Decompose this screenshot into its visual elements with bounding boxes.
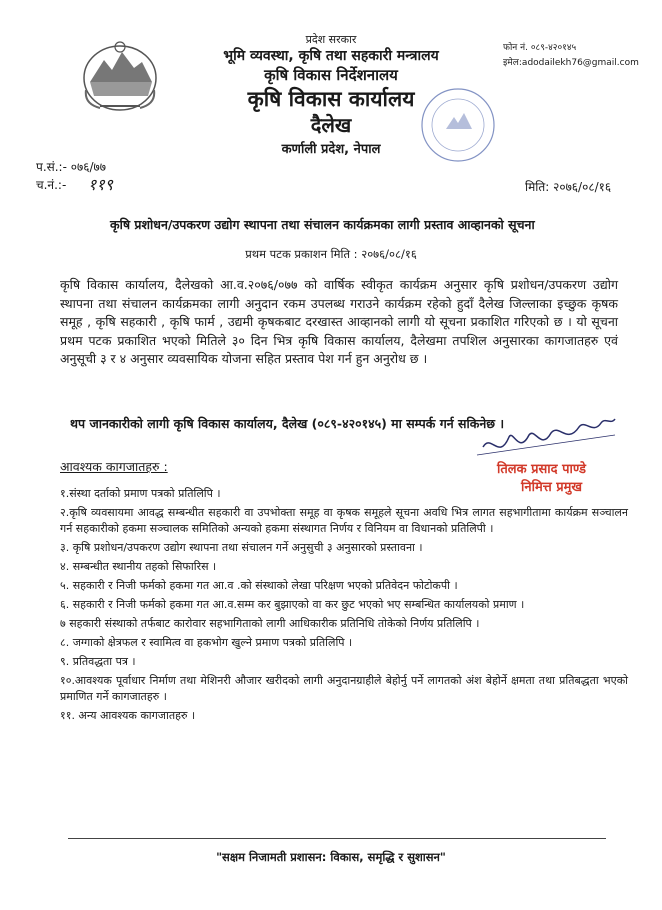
requirement-item: ४. सम्बन्धीत स्थानीय तहको सिफारिस । [60,560,217,573]
requirement-item: १.संस्था दर्ताको प्रमाण पत्रको प्रतिलिपि । [60,487,221,500]
contact-line: थप जानकारीको लागी कृषि विकास कार्यालय, दैलेख (०८९-४२०१४५) मा सम्पर्क गर्न सकिनेछ । [70,416,505,431]
requirements-list [60,486,628,727]
reference-cn-label: च.नं.:- [36,178,67,192]
header-govt: प्रदेश सरकार [305,33,357,46]
requirement-item: ३. कृषि प्रशोधन/उपकरण उद्योग स्थापना तथा संचालन गर्ने अनुसुची ३ अनुसारको प्रस्तावना । [60,541,423,554]
header-district: दैलेख [310,113,352,137]
office-seal-icon [418,85,498,165]
requirement-item: ११. अन्य आवश्यक कागजातहरु । [60,709,196,722]
notice-subject: कृषि प्रशोधन/उपकरण उद्योग स्थापना तथा संचालन कार्यक्रमका लागी प्रस्ताव आव्हानको सूचना [110,217,535,232]
publication-date: प्रथम पटक प्रकाशन मिति : २०७६/०८/१६ [245,247,417,261]
header-directorate: कृषि विकास निर्देशनालय [264,66,398,84]
header-office: कृषि विकास कार्यालय [247,87,415,111]
requirement-item: ६. सहकारी र निजी फर्मको हकमा गत आ.व.सम्म कर बुझाएको वा कर छुट भएको भए सम्बन्धित कार्यालयको प्रमाण । [60,598,525,611]
requirement-item: २.कृषि व्यवसायमा आवद्ध सम्बन्धीत सहकारी वा उपभोक्ता समूह वा कृषक समूहले सूचना अवधि भित्र लागत सहभागीतामा कार्यक्रम सञ्चालन गर्न सहकारीको हकमा सञ्चालक समितिको अन्यको हकमा संस्थागत निर्णय र विनियम वा विधानको प्रतिलिपी । [60,506,628,535]
reference-ps: प.सं.:- ०७६/७७ [36,160,106,174]
requirement-item: ५. सहकारी र निजी फर्मको हकमा गत आ.व .को संस्थाको लेखा परिक्षण भएको प्रतिवेदन फोटोकपी । [60,579,458,592]
requirement-item: ८. जग्गाको क्षेत्रफल र स्वामित्व वा हकभोग खुल्ने प्रमाण पत्रको प्रतिलिपि । [60,636,353,649]
contact-phone: फोन नं. ०८९-४२०१४५ [503,43,577,53]
requirement-item: १०.आवश्यक पूर्वाधार निर्माण तथा मेशिनरी औजार खरीदको लागी अनुदानग्राहीले बेहोर्नु पर्ने लागतको अंश बेहोर्ने क्षमता तथा प्रतिबद्धता भएको प्रमाणित गर्ने कागजातहरु । [60,674,628,703]
footer-divider [68,838,606,839]
header-province: कर्णाली प्रदेश, नेपाल [281,142,381,157]
reference-date: मिति: २०७६/०८/१६ [525,180,612,194]
requirement-item: ७ सहकारी संस्थाको तर्फबाट कारोवार सहभागिताको लागी आधिकारीक प्रतिनिधि तोकेको निर्णय प्रतिलिपि । [60,617,480,630]
requirement-item: ९. प्रतिवद्धता पत्र । [60,655,136,668]
signature [475,405,625,495]
contact-email: इमेल:adodailekh76@gmail.com [503,58,639,68]
reference-cn-value: ११९ [88,175,113,194]
signature-title: निमित्त प्रमुख [521,480,583,495]
header-ministry: भूमि व्यवस्था, कृषि तथा सहकारी मन्त्रालय [223,48,439,64]
signature-name: तिलक प्रसाद पाण्डे [497,462,586,477]
footer-slogan: "सक्षम निजामती प्रशासन: विकास, समृद्धि र सुशासन" [216,850,446,864]
requirements-title: आवश्यक कागजातहरु : [60,459,168,474]
body-paragraph: कृषि विकास कार्यालय, दैलेखको आ.व.२०७६/०७७ को वार्षिक स्वीकृत कार्यक्रम अनुसार कृषि प्रशोधन/उपकरण उद्योग स्थापना तथा संचालन कार्यक्रमका लागी अनुदान रकम उपलब्ध गराउने कार्यक्रम रहेको हुदाँ दैलेख जिल्लाका इच्छुक कृषक समूह , कृषि सहकारी , कृषि फार्म , उद्यमी कृषकबाट दरखास्त आव्हानको लागी यो सूचना प्रकाशित गरिएको छ । यो सूचना प्रथम पटक प्रकाशित भएको मितिले ३० दिन भित्र कृषि विकास कार्यालय, दैलेखमा तपशिल अनुसारका कागजातहरु एवं अनुसूची ३ र ४ अनुसार व्यवसायिक योजना सहित प्रस्ताव पेश गर्न हुन अनुरोध छ । [60,277,618,366]
